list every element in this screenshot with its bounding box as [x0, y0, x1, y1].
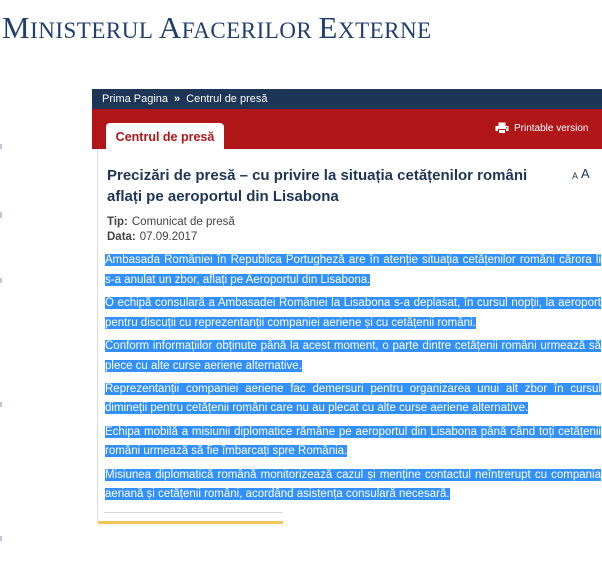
- font-size-controls: [572, 166, 590, 181]
- breadcrumb-current-link[interactable]: Centrul de presă: [186, 93, 268, 105]
- article-title: Precizări de presă – cu privire la situația cetățenilor români aflați pe aeroportul din Lisabona: [107, 167, 528, 205]
- article-paragraph: [105, 337, 601, 376]
- breadcrumb: [92, 89, 602, 109]
- printable-version-link[interactable]: [495, 122, 588, 134]
- font-increase-button[interactable]: A: [581, 166, 590, 181]
- printable-version-label: Printable version: [514, 122, 589, 134]
- paragraph-text: Echipa mobilă a misiunii diplomatice rămâne pe aeroportul din Lisabona până când toți cetățenii români urmează să fie îmbarcați spre România.: [105, 425, 601, 458]
- article-body: [105, 251, 601, 508]
- article-date: [107, 231, 197, 243]
- site-title-word: AFACERILOR: [158, 10, 319, 45]
- article-type: [107, 216, 235, 228]
- breadcrumb-separator: »: [174, 93, 181, 105]
- left-edge-mark: [0, 402, 2, 407]
- tab-centrul-de-presa[interactable]: Centrul de presă: [106, 123, 224, 150]
- paragraph-text: Reprezentanții companiei aeriene fac demersuri pentru organizarea unui alt zbor în cursul dimineții pentru cetățenii români care nu au plecat cu alte curse aeriene alternative.: [105, 382, 601, 415]
- article-date-value: 07.09.2017: [139, 231, 198, 243]
- site-title-word: MINISTERUL: [2, 10, 159, 45]
- article-date-label: Data:: [107, 231, 136, 243]
- article-paragraph: [105, 251, 601, 290]
- paragraph-text: Conform informațiilor obținute până la acest moment, o parte dintre cetățenii români urmează să plece cu alte curse aeriene alternative.: [105, 339, 601, 372]
- left-edge-mark: [0, 536, 2, 541]
- paragraph-text: O echipă consulară a Ambasadei României la Lisabona s-a deplasat, în cursul nopții, la aeroport pentru discuții cu reprezentanții companiei aeriene și cu cetățenii români.: [105, 296, 601, 329]
- site-title: [2, 10, 432, 46]
- article-type-label: Tip:: [107, 216, 128, 228]
- left-edge-mark: [0, 278, 2, 283]
- left-edge-mark: [0, 212, 2, 218]
- site-title-word: EXTERNE: [318, 10, 432, 45]
- breadcrumb-home-link[interactable]: Prima Pagina: [102, 93, 169, 105]
- article-paragraph: [105, 380, 601, 419]
- paragraph-text: Ambasada României în Republica Portugheză are în atenție situația cetățenilor români cărora li s-a anulat un zbor, aflați pe Aeroportul din Lisabona.: [105, 254, 601, 286]
- article-paragraph: [105, 423, 601, 462]
- left-edge-mark: [0, 144, 2, 149]
- bottom-accent-line: [98, 521, 283, 524]
- article-paragraph: [105, 466, 601, 505]
- article-type-value: Comunicat de presă: [131, 216, 235, 228]
- printer-icon: [495, 122, 509, 134]
- font-decrease-button[interactable]: A: [572, 171, 579, 181]
- article-paragraph: [105, 294, 601, 333]
- paragraph-text: Misiunea diplomatică română monitorizează cazul și menține contactul neîntrerupt cu compania aeriană și cetățenii români, acordând asistența consulară necesară.: [105, 468, 601, 501]
